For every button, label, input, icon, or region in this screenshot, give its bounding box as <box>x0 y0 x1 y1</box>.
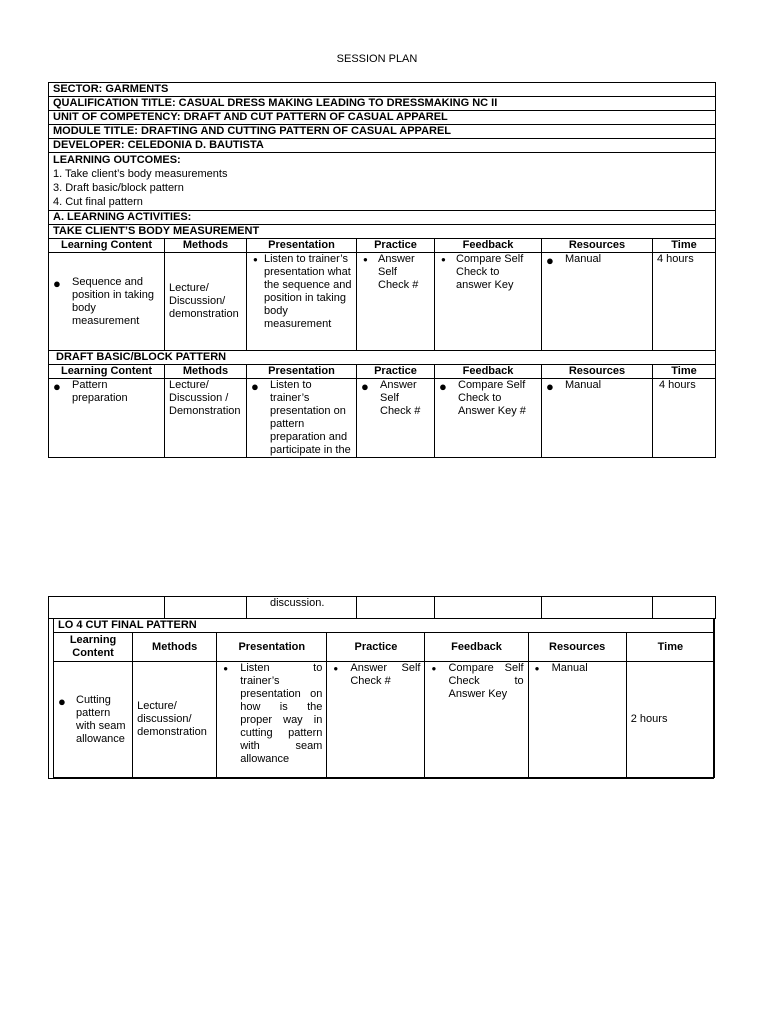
page-break-gap <box>0 470 768 590</box>
developer-row <box>49 139 716 153</box>
column-header: Methods <box>133 633 217 662</box>
column-header: Presentation <box>217 633 327 662</box>
presentation-text: discussion. <box>247 597 357 619</box>
bullet-icon: ● <box>439 379 447 394</box>
continuation-table <box>48 596 716 619</box>
learning-content-text: Pattern preparation <box>72 379 128 404</box>
unit-row <box>49 111 716 125</box>
section-title: LO 4 CUT FINAL PATTERN <box>54 619 715 633</box>
practice-text: Answer Self Check # <box>378 253 419 291</box>
learning-activities-label: A. LEARNING ACTIVITIES: <box>49 211 716 225</box>
column-header: Presentation <box>247 239 357 253</box>
outcome-item: 4. Cut final pattern <box>53 196 143 208</box>
module-row <box>49 125 716 139</box>
column-header: Learning Content <box>54 633 133 662</box>
presentation-text: Listen to trainer’s presentation on pattern preparation and participate in the <box>270 379 351 456</box>
practice-text: Answer Self Check # <box>350 662 421 687</box>
bullet-icon: ● <box>223 664 229 673</box>
bullet-icon: ● <box>253 255 258 264</box>
unit-label: UNIT OF COMPETENCY <box>53 111 177 123</box>
module-value: : DRAFTING AND CUTTING PATTERN OF CASUAL APPAREL <box>134 125 452 137</box>
learning-content-text: Cutting pattern with seam allowance <box>76 693 126 745</box>
column-header: Resources <box>542 239 653 253</box>
column-header: Feedback <box>435 239 542 253</box>
outcome-item: 1. Take client’s body measurements <box>53 168 228 180</box>
session-plan-table <box>48 82 716 458</box>
table-row <box>49 379 716 458</box>
column-header: Time <box>653 239 716 253</box>
column-header: Learning Content <box>49 239 165 253</box>
learning-outcomes-label: LEARNING OUTCOMES: <box>53 154 181 166</box>
column-header: Practice <box>327 633 425 662</box>
column-header: Presentation <box>247 365 357 379</box>
practice-text: Answer Self Check # <box>380 379 421 417</box>
methods-text: Lecture/ Discussion/ demonstration <box>165 253 247 351</box>
bullet-icon: ● <box>333 664 339 673</box>
column-header: Practice <box>357 239 435 253</box>
column-header: Feedback <box>435 365 542 379</box>
table-row <box>49 253 716 351</box>
module-label: MODULE TITLE <box>53 125 135 137</box>
time-text: 4 hours <box>653 253 716 351</box>
presentation-text: Listen to trainer’s presentation what the sequence and position in taking body measurement <box>264 253 352 330</box>
bullet-icon: ● <box>361 379 369 394</box>
column-header: Learning Content <box>49 365 165 379</box>
resources-text: Manual <box>551 662 588 674</box>
resources-text: Manual <box>565 379 602 391</box>
column-header: Time <box>653 365 716 379</box>
outcome-item: 3. Draft basic/block pattern <box>53 182 184 194</box>
table-row <box>54 662 715 778</box>
column-header: Methods <box>165 239 247 253</box>
sector-row: SECTOR: GARMENTS <box>49 83 716 97</box>
unit-value: : DRAFT AND CUT PATTERN OF CASUAL APPAREL <box>176 111 448 123</box>
bullet-icon: ● <box>58 693 66 709</box>
page-title: SESSION PLAN <box>336 53 418 65</box>
learning-content-text: Sequence and position in taking body measurement <box>72 275 154 327</box>
column-header: Practice <box>357 365 435 379</box>
lo4-table <box>53 618 715 778</box>
bullet-icon: ● <box>53 275 61 291</box>
section-title: DRAFT BASIC/BLOCK PATTERN <box>49 351 716 365</box>
developer-value: : CELEDONIA D. BAUTISTA <box>120 139 264 151</box>
feedback-text: Compare Self Check to Answer Key # <box>458 379 526 417</box>
bullet-icon: ● <box>251 379 259 394</box>
bullet-icon: ● <box>546 253 554 268</box>
bullet-icon: ● <box>53 379 61 394</box>
time-text: 4 hours <box>653 379 716 458</box>
learning-outcomes-cell <box>49 153 716 211</box>
feedback-text: Compare Self Check to Answer Key <box>448 662 524 700</box>
column-header: Feedback <box>425 633 528 662</box>
presentation-text: Listen to trainer’s presentation on how is the proper way in cutting pattern with seam allowance <box>240 662 323 765</box>
bullet-icon: ● <box>441 255 446 264</box>
bullet-icon: ● <box>546 379 554 394</box>
column-header: Resources <box>542 365 653 379</box>
time-text: 2 hours <box>626 662 714 778</box>
bullet-icon: ● <box>431 664 437 673</box>
column-header: Methods <box>165 365 247 379</box>
feedback-text: Compare Self Check to answer Key <box>456 253 524 291</box>
methods-text: Lecture/ discussion/ demonstration <box>133 662 217 778</box>
section-title: TAKE CLIENT’S BODY MEASUREMENT <box>49 225 716 239</box>
developer-label: DEVELOPER <box>53 139 121 151</box>
column-header: Time <box>626 633 714 662</box>
bullet-icon: ● <box>534 664 540 673</box>
bullet-icon: ● <box>363 255 368 264</box>
qualification-row: QUALIFICATION TITLE: CASUAL DRESS MAKING LEADING TO DRESSMAKING NC II <box>49 97 716 111</box>
column-header: Resources <box>528 633 626 662</box>
methods-text: Lecture/ Discussion / Demonstration <box>165 379 247 458</box>
resources-text: Manual <box>565 253 602 265</box>
